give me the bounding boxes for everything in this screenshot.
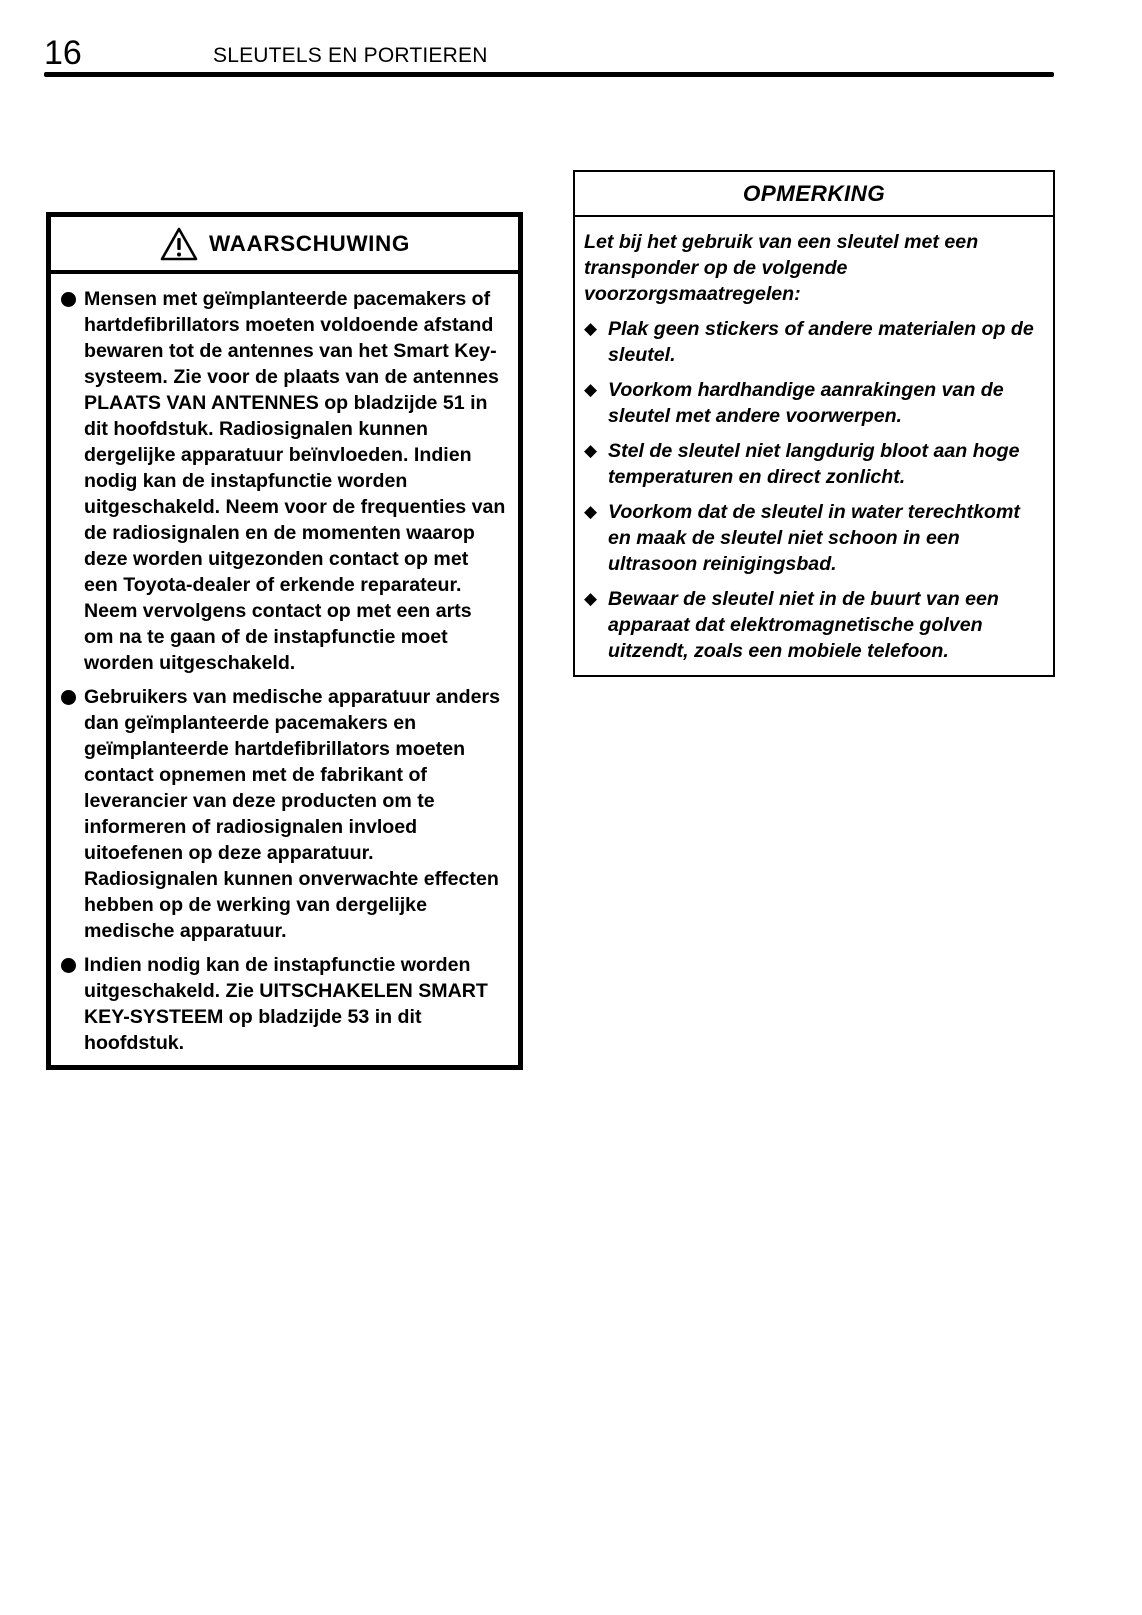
header-rule [44, 72, 1054, 77]
note-header [575, 172, 1053, 217]
note-item-text: Voorkom hardhandige aanrakingen van de sleutel met andere voorwerpen. [608, 379, 1004, 427]
bullet-dot-icon [61, 690, 76, 705]
note-item [584, 499, 1041, 577]
diamond-bullet-icon: ◆ [584, 380, 598, 399]
warning-body [51, 274, 518, 1056]
warning-triangle-icon [159, 226, 199, 262]
bullet-dot-icon [61, 292, 76, 307]
diamond-bullet-icon: ◆ [584, 319, 598, 338]
bullet-dot-icon [61, 958, 76, 973]
diamond-bullet-icon: ◆ [584, 589, 598, 608]
note-item [584, 377, 1041, 429]
warning-title: WAARSCHUWING [209, 230, 410, 256]
warning-item-text: Gebruikers van medische apparatuur anders dan geïmplanteerde pacemakers en geïmplanteerde hartdefibrillators moeten contact opnemen met de fabrikant of leverancier van deze producten om te informeren of radiosignalen invloed uitoefenen op deze apparatuur. Radiosignalen kunnen onverwachte effecten hebben op de werking van dergelijke medische apparatuur. [84, 686, 500, 942]
warning-item [61, 684, 506, 944]
page-number: 16 [44, 34, 82, 72]
warning-header [51, 217, 518, 274]
note-item-text: Bewaar de sleutel niet in de buurt van een apparaat dat elektromagnetische golven uitzendt, zoals een mobiele telefoon. [608, 588, 999, 662]
warning-item-text: Mensen met geïmplanteerde pacemakers of hartdefibrillators moeten voldoende afstand bewaren tot de antennes van het Smart Key-systeem. Zie voor de plaats van de antennes PLAATS VAN ANTENNES op bladzijde 51 in dit hoofdstuk. Radiosignalen kunnen dergelijke apparatuur beïnvloeden. Indien nodig kan de instapfunctie worden uitgeschakeld. Neem voor de frequenties van de radiosignalen en de momenten waarop deze worden uitgezonden contact op met een Toyota-dealer of erkende reparateur. Neem vervolgens contact op met een arts om na te gaan of de instapfunctie moet worden uitgeschakeld. [84, 288, 506, 674]
diamond-bullet-icon: ◆ [584, 502, 598, 521]
warning-item-text: Indien nodig kan de instapfunctie worden uitgeschakeld. Zie UITSCHAKELEN SMART KEY-SYSTEEM op bladzijde 53 in dit hoofdstuk. [84, 954, 488, 1054]
warning-item [61, 286, 506, 676]
note-item-text: Stel de sleutel niet langdurig bloot aan hoge temperaturen en direct zonlicht. [608, 440, 1020, 488]
note-item [584, 316, 1041, 368]
note-intro: Let bij het gebruik van een sleutel met een transponder op de volgende voorzorgsmaatregelen: [584, 231, 979, 305]
diamond-bullet-icon: ◆ [584, 441, 598, 460]
note-item [584, 586, 1041, 664]
note-box [573, 170, 1055, 677]
warning-box [46, 212, 523, 1070]
warning-item [61, 952, 506, 1056]
note-body [575, 217, 1053, 664]
note-title: OPMERKING [742, 180, 886, 206]
note-item-text: Voorkom dat de sleutel in water terechtkomt en maak de sleutel niet schoon in een ultrasoon reinigingsbad. [608, 501, 1020, 575]
note-item-text: Plak geen stickers of andere materialen op de sleutel. [608, 318, 1034, 366]
section-title: SLEUTELS EN PORTIEREN [213, 44, 488, 67]
note-item [584, 438, 1041, 490]
